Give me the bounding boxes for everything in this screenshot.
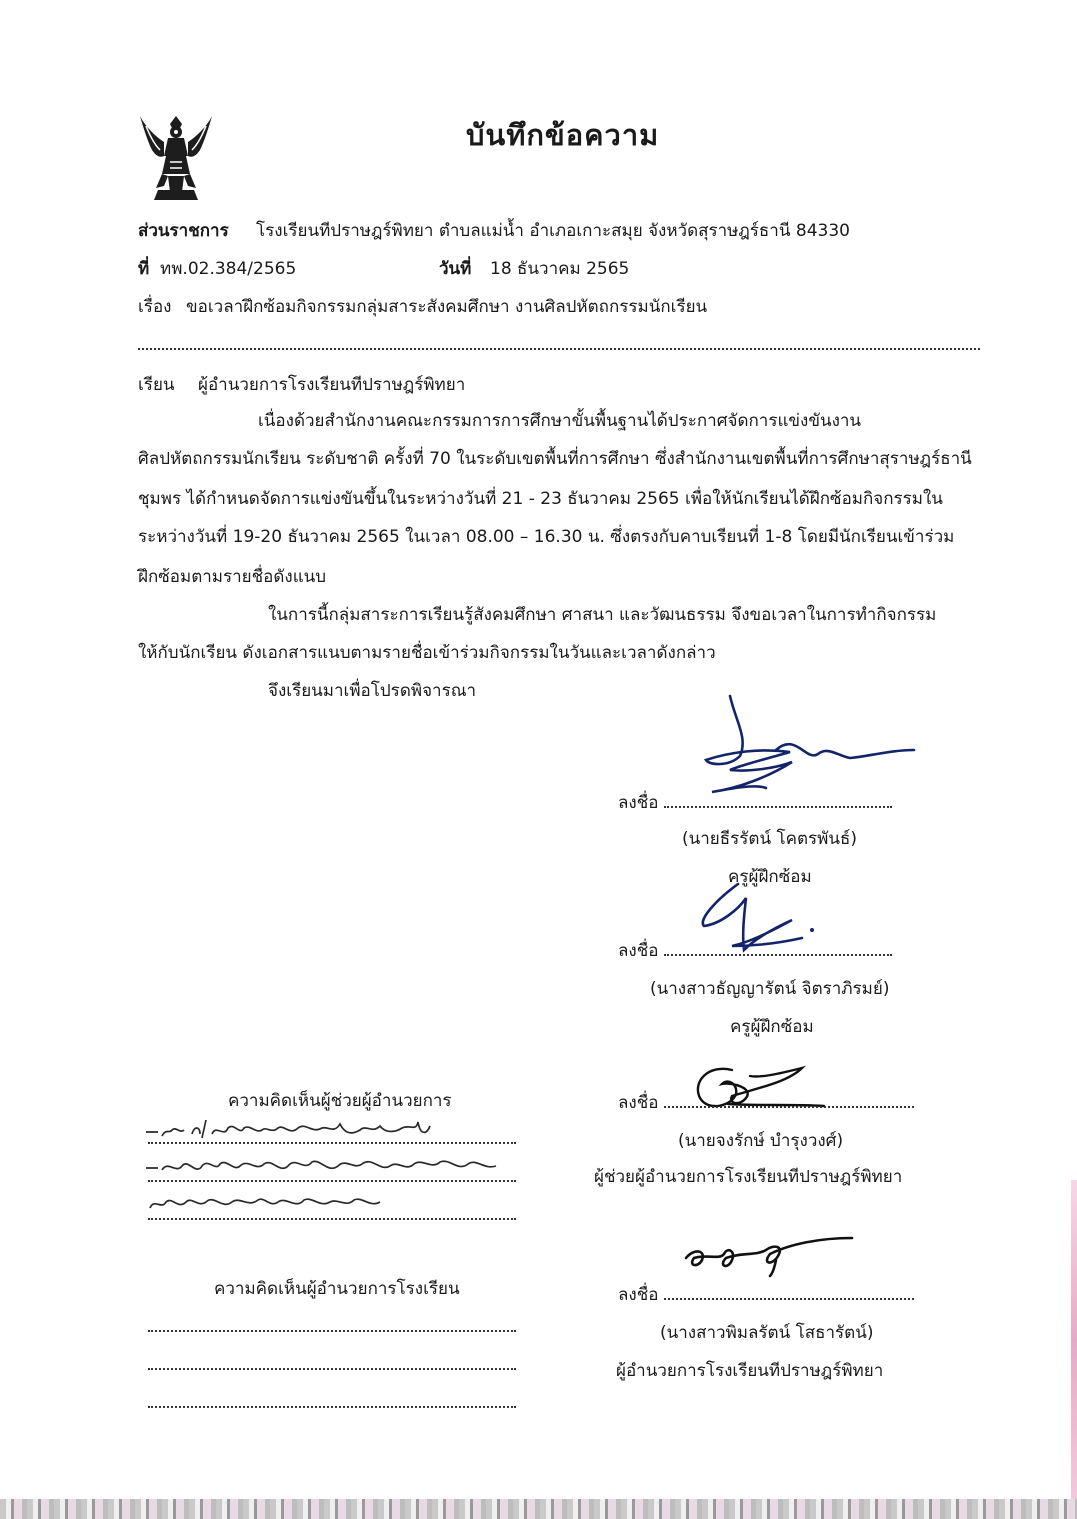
director-opinion-heading: ความคิดเห็นผู้อำนวยการโรงเรียน	[214, 1279, 460, 1299]
director-opinion-line-3	[148, 1406, 516, 1408]
signer-position-2: ครูผู้ฝึกซ้อม	[730, 1017, 814, 1037]
signer-name-2: (นางสาวธัญญารัตน์ จิตราภิรมย์)	[650, 979, 890, 999]
signer-position-4: ผู้อำนวยการโรงเรียนทีปราษฎร์พิทยา	[616, 1361, 884, 1381]
sign-label-2: ลงชื่อ	[618, 941, 659, 961]
signer-position-1: ครูผู้ฝึกซ้อม	[728, 867, 812, 887]
signature-2-icon	[690, 880, 830, 960]
director-opinion-line-2	[148, 1368, 516, 1370]
body-paragraph-1-line-4: ระหว่างวันที่ 19-20 ธันวาคม 2565 ในเวลา 08.00 – 16.30 น. ซึ่งตรงกับคาบเรียนที่ 1-8 โดยมีนักเรียนเข้าร่วม	[138, 527, 955, 547]
director-opinion-line-1	[148, 1330, 516, 1332]
sign-label-1: ลงชื่อ	[618, 793, 659, 813]
signature-line-3	[664, 1106, 914, 1108]
agency-value: โรงเรียนทีปราษฎร์พิทยา ตำบลแม่น้ำ อำเภอเกาะสมุย จังหวัดสุราษฎร์ธานี 84330	[256, 221, 850, 241]
header-divider	[138, 348, 980, 350]
signature-line-1	[664, 806, 892, 808]
sign-label-4: ลงชื่อ	[618, 1285, 659, 1305]
signature-4-icon	[680, 1230, 860, 1280]
body-paragraph-1-line-1: เนื่องด้วยสำนักงานคณะกรรมการการศึกษาขั้นพื้นฐานได้ประกาศจัดการแข่งขันงาน	[258, 411, 862, 431]
body-paragraph-1-line-3: ชุมพร ได้กำหนดจัดการแข่งขันขึ้นในระหว่างวันที่ 21 - 23 ธันวาคม 2565 เพื่อให้นักเรียนได้ฝึกซ้อมกิจกรรมใน	[138, 489, 943, 509]
garuda-emblem-icon	[138, 112, 214, 206]
date-label: วันที่	[439, 259, 472, 279]
body-paragraph-1-line-2: ศิลปหัตถกรรมนักเรียน ระดับชาติ ครั้งที่ 70 ในระดับเขตพื้นที่การศึกษา ซึ่งสำนักงานเขตพื้นที่การศึกษาสุราษฎร์ธานี	[138, 449, 972, 469]
signer-position-3: ผู้ช่วยผู้อำนวยการโรงเรียนทีปราษฎร์พิทยา	[594, 1167, 903, 1187]
ref-value: ทพ.02.384/2565	[160, 259, 297, 279]
signature-line-4	[664, 1298, 914, 1300]
subject-value: ขอเวลาฝึกซ้อมกิจกรรมกลุ่มสาระสังคมศึกษา งานศิลปหัตถกรรมนักเรียน	[186, 297, 708, 317]
closing-text: จึงเรียนมาเพื่อโปรดพิจารณา	[268, 681, 477, 701]
to-value: ผู้อำนวยการโรงเรียนทีปราษฎร์พิทยา	[198, 375, 466, 395]
assistant-opinion-heading: ความคิดเห็นผู้ช่วยผู้อำนวยการ	[228, 1091, 452, 1111]
body-paragraph-2-line-2: ให้กับนักเรียน ดังเอกสารแนบตามรายชื่อเข้าร่วมกิจกรรมในวันและเวลาดังกล่าว	[138, 643, 716, 663]
scan-bottom-strip	[0, 1499, 1077, 1519]
ref-label: ที่	[138, 259, 150, 279]
signature-line-2	[664, 954, 892, 956]
scan-edge-shadow	[1071, 1180, 1077, 1500]
subject-label: เรื่อง	[138, 297, 172, 317]
to-label: เรียน	[138, 375, 175, 395]
assistant-opinion-line-2	[148, 1180, 516, 1182]
memo-title: บันทึกข้อความ	[466, 118, 660, 152]
signature-1-icon	[700, 692, 920, 802]
assistant-opinion-line-3	[148, 1218, 516, 1220]
sign-label-3: ลงชื่อ	[618, 1093, 659, 1113]
date-value: 18 ธันวาคม 2565	[490, 259, 630, 279]
signer-name-4: (นางสาวพิมลรัตน์ โสธารัตน์)	[660, 1323, 874, 1343]
assistant-handwritten-note-icon	[140, 1112, 520, 1222]
signer-name-1: (นายธีรรัตน์ โคตรพันธ์)	[682, 829, 857, 849]
signer-name-3: (นายจงรักษ์ บำรุงวงศ์)	[678, 1131, 844, 1151]
agency-label: ส่วนราชการ	[138, 221, 229, 241]
signature-3-icon	[688, 1054, 838, 1114]
body-paragraph-2-line-1: ในการนี้กลุ่มสาระการเรียนรู้สังคมศึกษา ศาสนา และวัฒนธรรม จึงขอเวลาในการทำกิจกรรม	[268, 605, 937, 625]
body-paragraph-1-line-5: ฝึกซ้อมตามรายชื่อดังแนบ	[138, 567, 327, 587]
assistant-opinion-line-1	[148, 1142, 516, 1144]
